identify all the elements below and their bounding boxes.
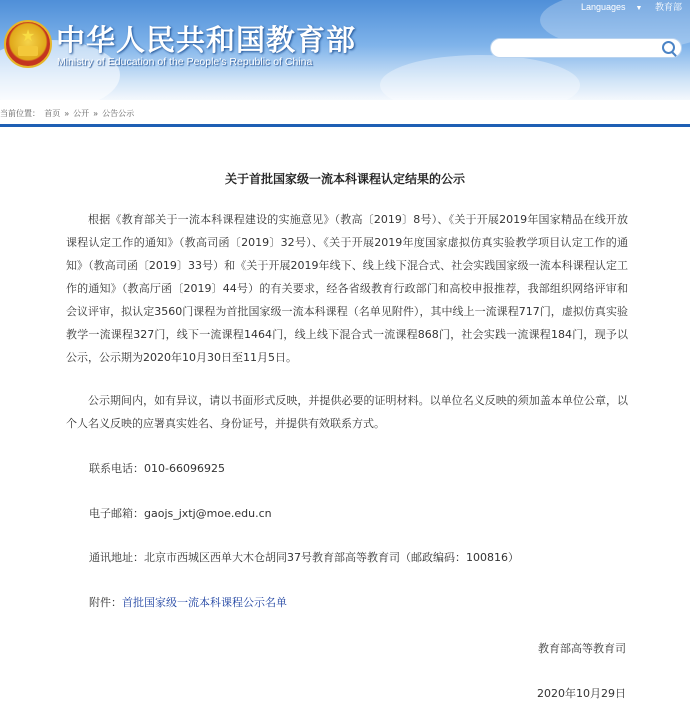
breadcrumb-item-public[interactable]: 公开 bbox=[73, 109, 90, 118]
breadcrumb-item-home[interactable]: 首页 bbox=[44, 109, 61, 118]
header-divider bbox=[0, 124, 690, 127]
publish-date: 2020年10月29日 bbox=[537, 687, 626, 700]
search-input[interactable] bbox=[501, 41, 655, 57]
article-paragraph-2: 公示期间内，如有异议，请以书面形式反映，并提供必要的证明材料。以单位名义反映的须加盖本单位公章，以个人名义反映的应署真实姓名、身份证号，并提供有效联系方式。 bbox=[66, 394, 628, 430]
contact-email: 电子邮箱：gaojs_jxtj@moe.edu.cn bbox=[89, 507, 272, 520]
cloud-decoration bbox=[380, 55, 580, 100]
search-box[interactable] bbox=[490, 38, 682, 58]
search-icon[interactable] bbox=[662, 41, 675, 54]
breadcrumb-sep: » bbox=[93, 109, 98, 118]
site-logo-subtitle[interactable]: Ministry of Education of the People's Republic of China bbox=[57, 56, 313, 68]
attachment-row bbox=[89, 594, 287, 610]
article-paragraph-1: 根据《教育部关于一流本科课程建设的实施意见》（教高〔2019〕8号）、《关于开展2019年国家精品在线开放课程认定工作的通知》（教高司函〔2019〕32号）、《关于开展2019年度国家虚拟仿真实验教学项目认定工作的通知》（教高司函〔2019〕33号）和《关于开展2019年线下、线上线下混合式、社会实践国家级一流本科课程认定工作的通知》（教高厅函〔2019〕44号）的有关要求，经各省级教育行政部门和高校申报推荐，我部组织网络评审和会议评审，拟认定3560门课程为首批国家级一流本科课程（名单见附件），其中线上一流课程717门，虚拟仿真实验教学一流课程327门，线下一流课程1464门，线上线下混合式一流课程868门，社会实践一流课程184门，现予以公示，公示期为2020年10月30日至11月5日。 bbox=[66, 213, 628, 364]
breadcrumb bbox=[0, 108, 136, 119]
breadcrumb-item-notices[interactable]: 公告公示 bbox=[102, 109, 135, 118]
top-links bbox=[561, 0, 682, 13]
contact-phone: 联系电话：010-66096925 bbox=[89, 462, 225, 475]
attachment-link[interactable]: 首批国家级一流本科课程公示名单 bbox=[122, 596, 287, 609]
contact-address: 通讯地址：北京市西城区西单大木仓胡同37号教育部高等教育司（邮政编码：100816） bbox=[89, 551, 519, 564]
old-site-link[interactable]: 教育部 bbox=[654, 2, 682, 12]
breadcrumb-sep: » bbox=[64, 109, 69, 118]
site-header bbox=[0, 0, 690, 100]
attachment-label: 附件： bbox=[89, 596, 122, 609]
languages-link[interactable]: Languages ▼ bbox=[580, 2, 643, 12]
article-title: 关于首批国家级一流本科课程认定结果的公示 bbox=[224, 172, 465, 186]
site-logo-title[interactable]: 中华人民共和国教育部 bbox=[56, 23, 357, 57]
national-emblem-icon[interactable]: ★ bbox=[4, 20, 52, 68]
signer: 教育部高等教育司 bbox=[538, 642, 626, 655]
breadcrumb-prefix: 当前位置： bbox=[0, 109, 40, 118]
